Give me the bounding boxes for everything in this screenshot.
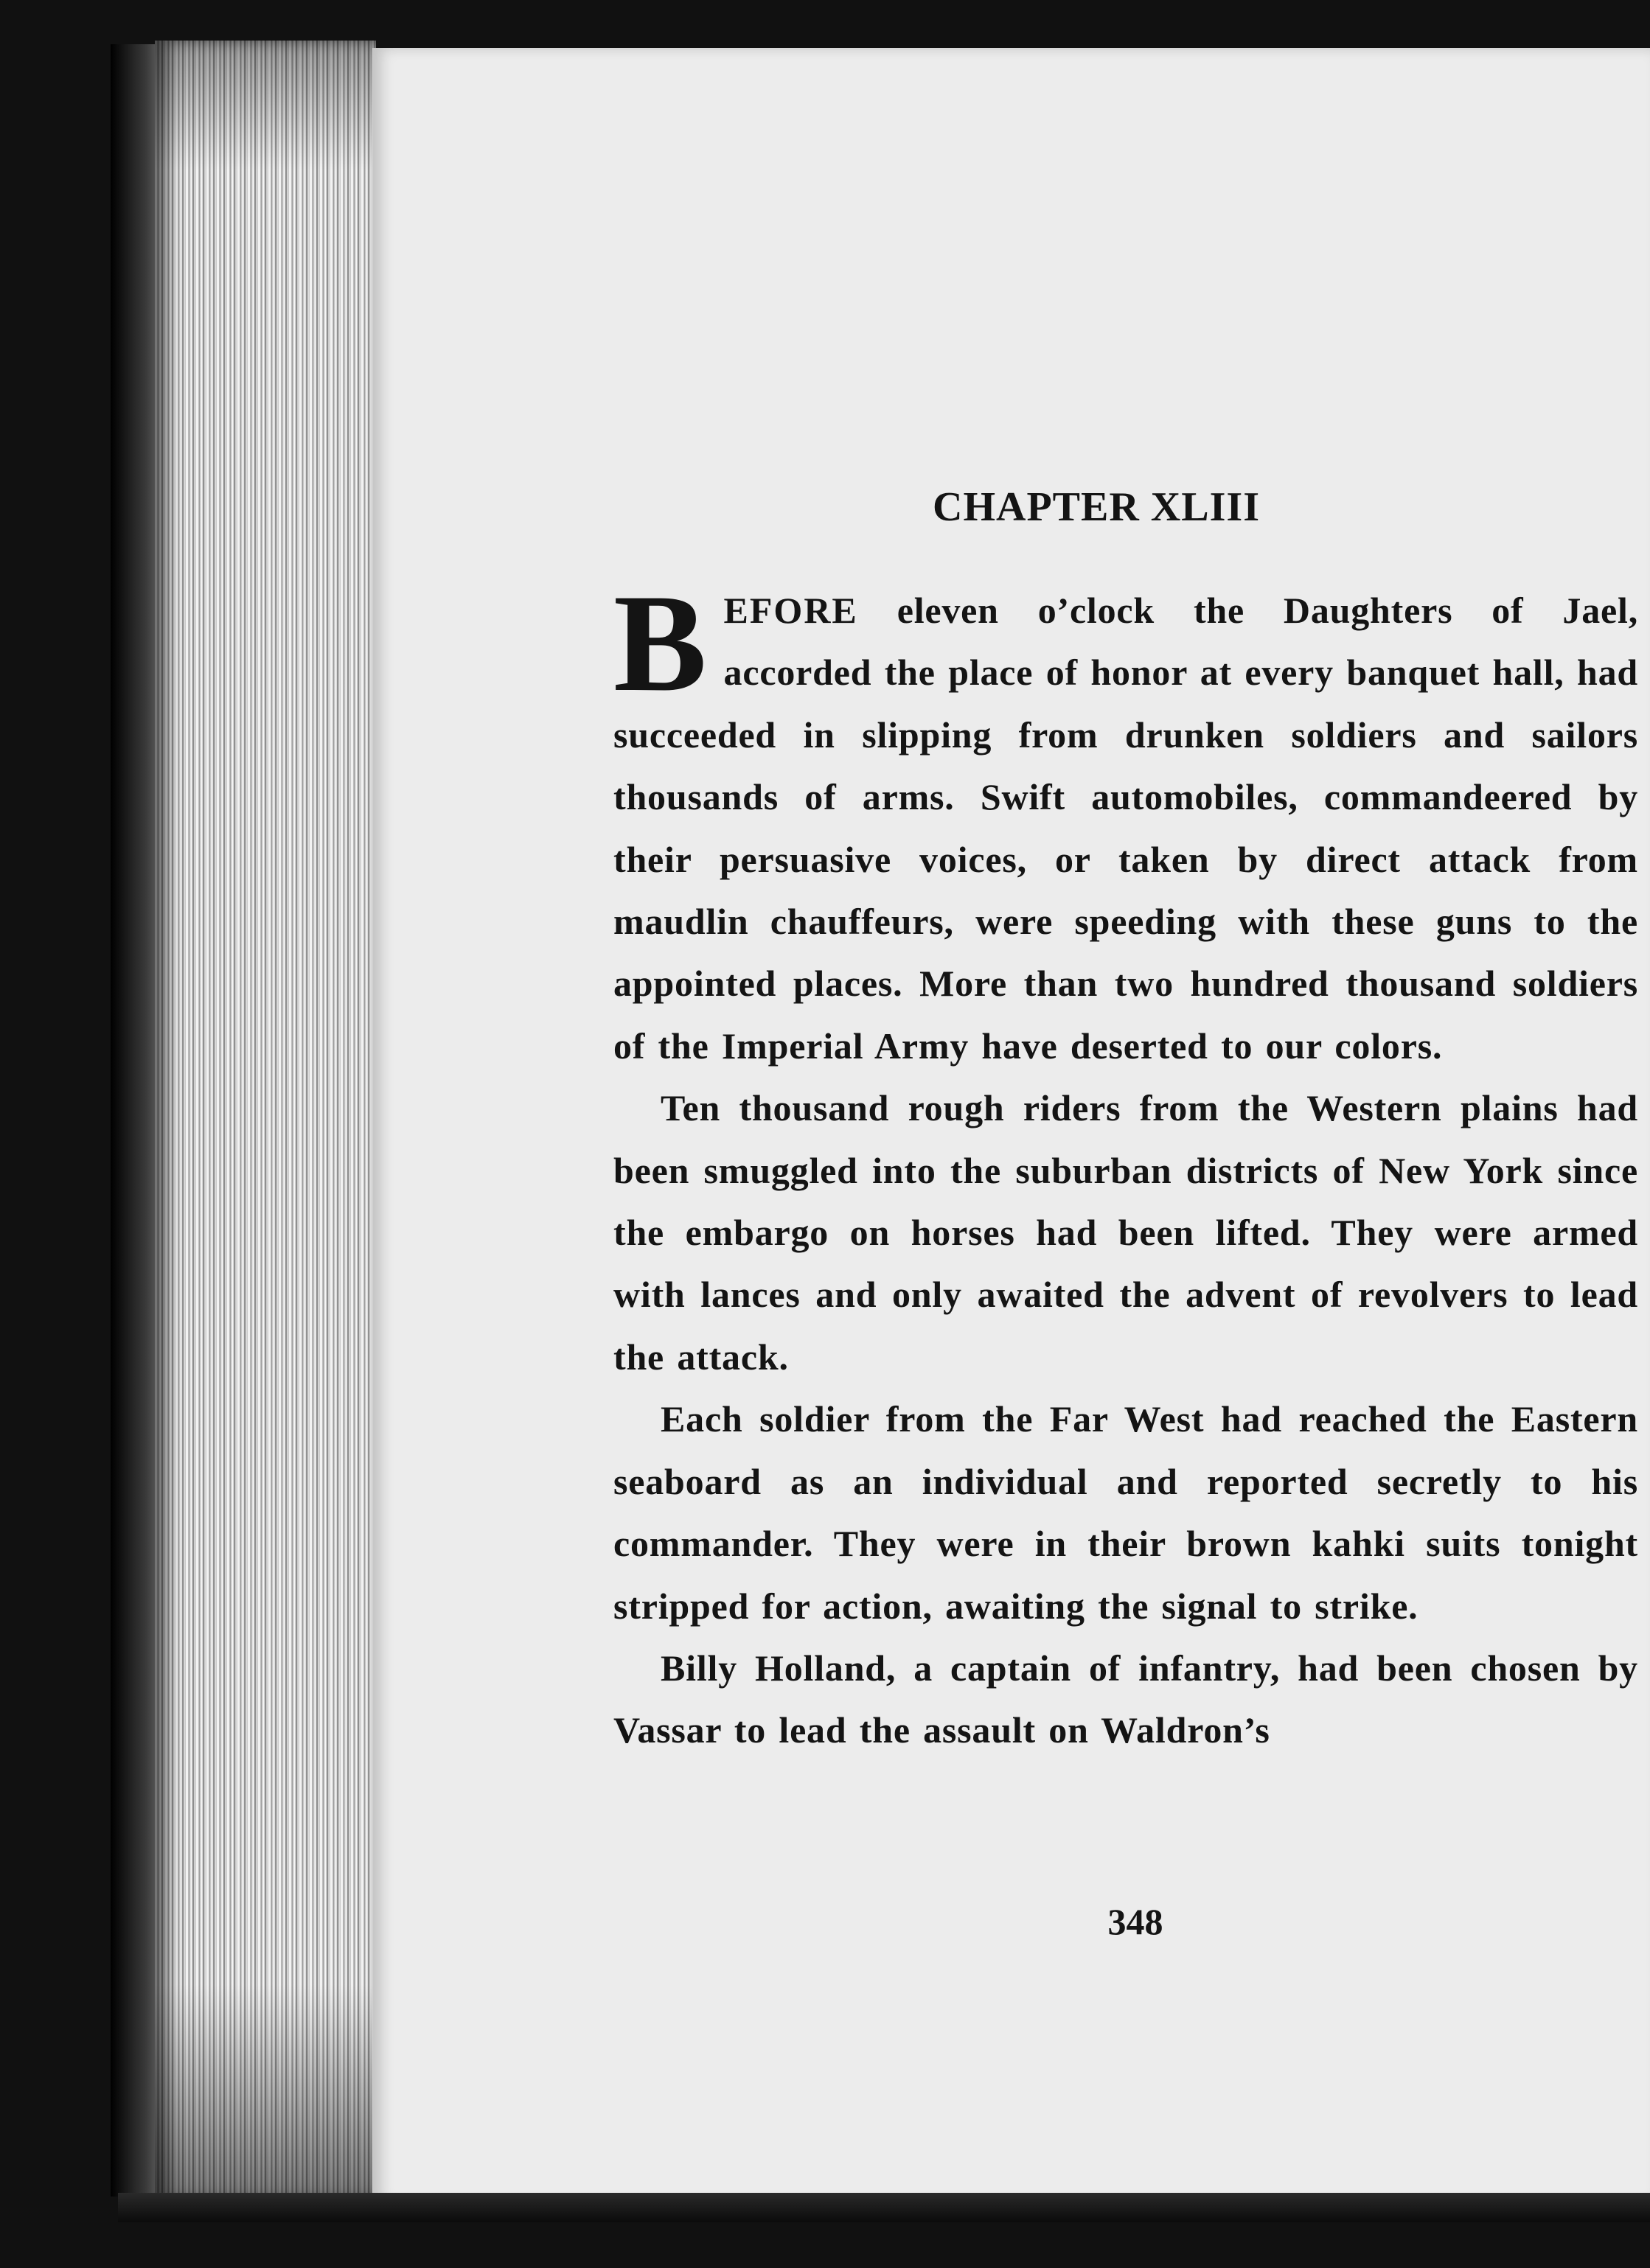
drop-cap-remainder: EFORE <box>723 590 858 631</box>
book-bottom-shadow <box>118 2193 1650 2222</box>
book-page-edges <box>155 41 376 2200</box>
page-number: 348 <box>1107 1901 1163 1942</box>
paragraph-2: Ten thousand rough riders from the Western plains had been smuggled into the suburban districts of New York since the embargo on horses had been lifted. They were armed with lances and only awaited the advent of revolvers to lead the attack. <box>613 1087 1638 1378</box>
paragraph-4: Billy Holland, a captain of infantry, had been chosen by Vassar to lead the assault on Waldron’s <box>613 1647 1638 1751</box>
drop-cap-letter: B <box>613 566 708 721</box>
chapter-title: CHAPTER XLIII <box>933 484 1260 530</box>
paragraph-3: Each soldier from the Far West had reached the Eastern seaboard as an individual and reported secretly to his commander. They were in their brown kahki suits tonight stripped for action, awaiting the signal to strike. <box>613 1398 1638 1627</box>
page-text-block <box>613 486 1638 1762</box>
paragraph-1 <box>613 566 1638 1077</box>
paragraph-1-text: eleven o’clock the Daughters of Jael, accorded the place of honor at every banquet hall, had succeeded in slipping from drunken soldiers and sailors thousands of arms. Swift automobiles, commandeered by their persuasive voices, or taken by direct attack from maudlin chauffeurs, were speeding with these guns to the appointed places. More than two hundred thousand soldiers of the Imperial Army have deserted to our colors. <box>613 590 1638 1067</box>
